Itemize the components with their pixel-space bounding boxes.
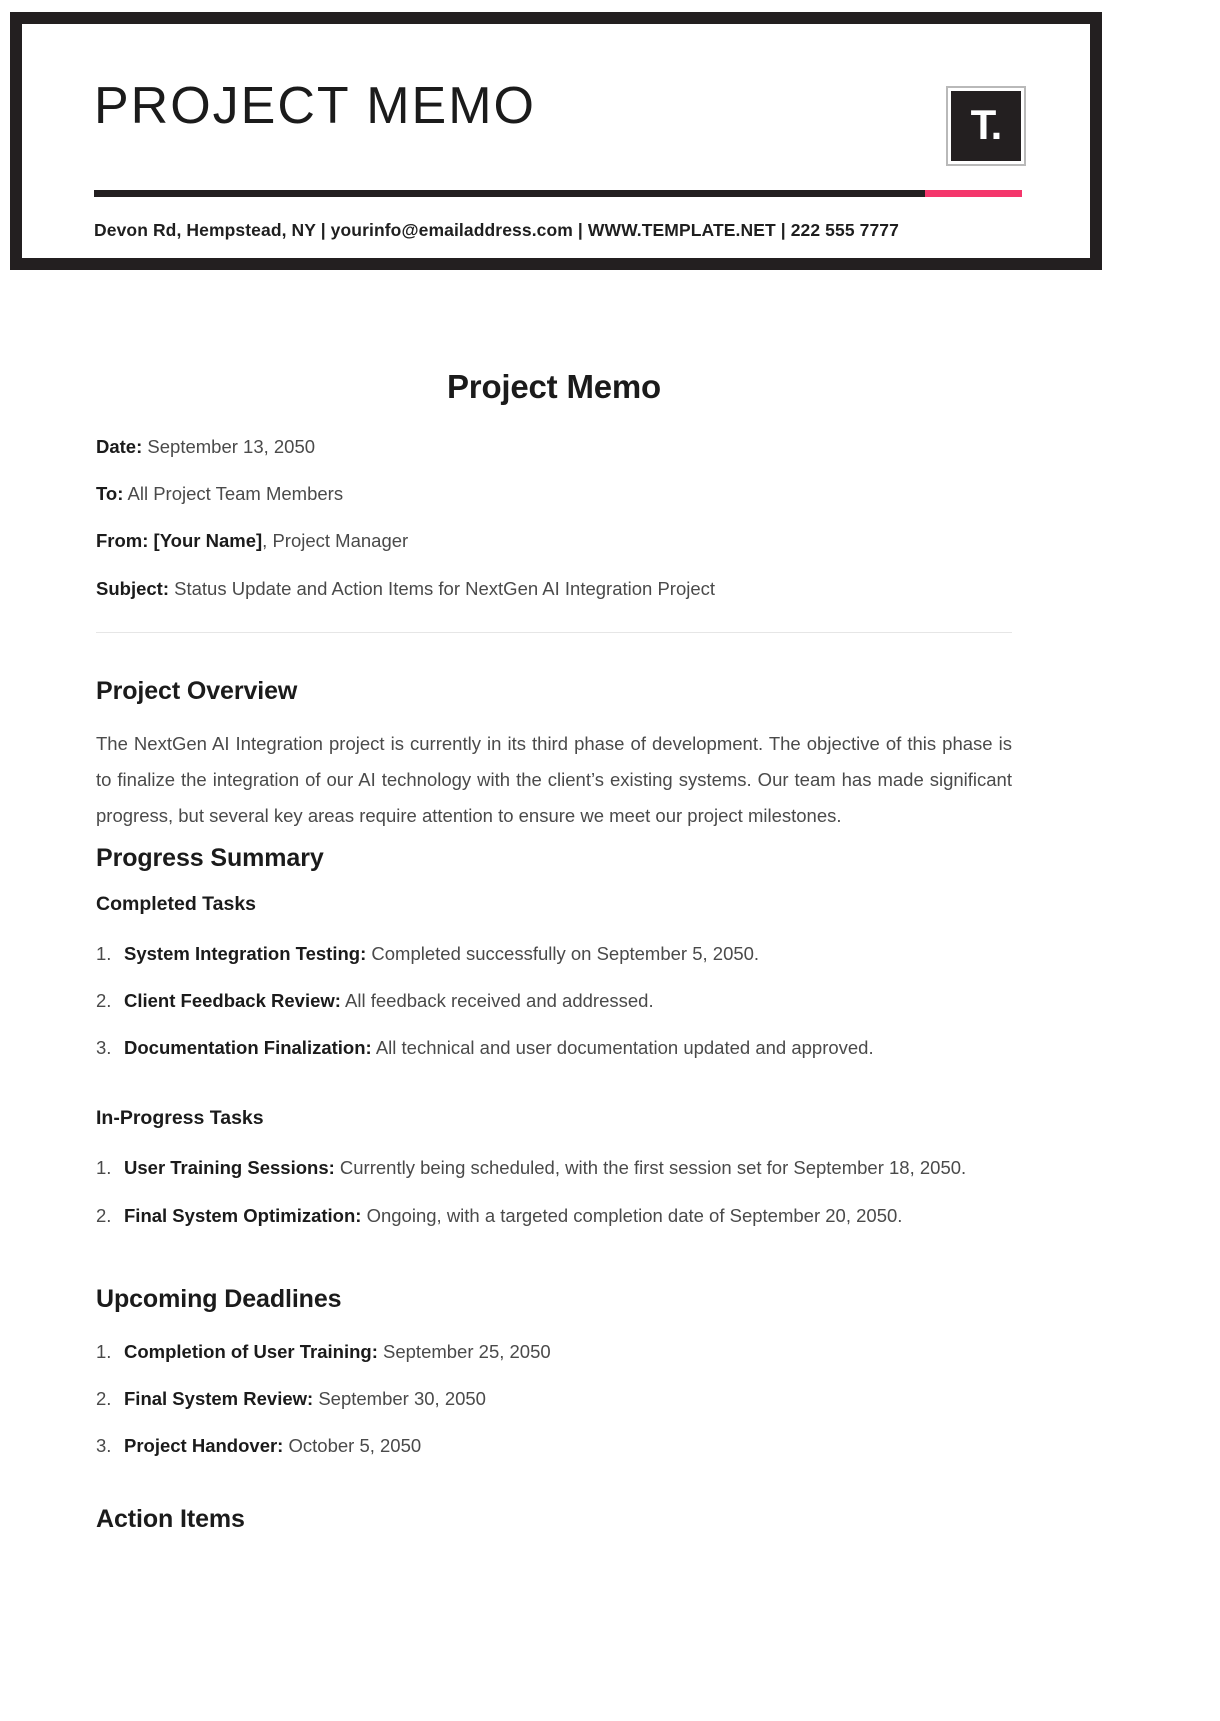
list-item (96, 1381, 1012, 1416)
task-label: System Integration Testing: (124, 942, 367, 964)
list-item (96, 1428, 1012, 1463)
letterhead-inner (22, 24, 1090, 258)
list-item (96, 1150, 1012, 1185)
heading-project-overview: Project Overview (96, 676, 298, 705)
list-item (96, 936, 1012, 971)
spacer (96, 1077, 1012, 1107)
field-label-date: Date: (96, 436, 143, 457)
template-logo-icon (948, 88, 1024, 164)
rule-dark-segment (94, 190, 925, 197)
list-upcoming-deadlines (96, 1334, 1012, 1463)
contact-info-line: Devon Rd, Hempstead, NY | yourinfo@emailaddress.com | WWW.TEMPLATE.NET | 222 555 7777 (94, 220, 899, 240)
heading-progress-summary: Progress Summary (96, 843, 324, 872)
memo-field-subject (96, 578, 1012, 600)
letterhead-title: PROJECT MEMO (94, 77, 536, 135)
list-in-progress-tasks (96, 1150, 1012, 1232)
header-body-divider (96, 632, 1012, 633)
task-text: All feedback received and addressed. (340, 990, 654, 1012)
field-value-to: All Project Team Members (127, 483, 344, 505)
task-text: Completed successfully on September 5, 2050. (366, 942, 760, 964)
spacer (96, 1245, 1012, 1285)
memo-title: Project Memo (447, 368, 661, 405)
deadline-text: September 30, 2050 (313, 1387, 486, 1409)
field-label-subject: Subject: (96, 577, 169, 599)
task-label: User Training Sessions: (124, 1157, 335, 1179)
field-value-from: , Project Manager (262, 530, 409, 552)
list-item (96, 1198, 1012, 1233)
list-item (96, 983, 1012, 1018)
memo-field-to (96, 483, 1012, 505)
field-value-date: September 13, 2050 (147, 436, 316, 457)
paragraph-project-overview: The NextGen AI Integration project is currently in its third phase of development. The objective of this phase is to finalize the integration of our AI technology with the client’s existing systems. Our team has made significant progress, but several key areas require attention to ensure we meet our project milestones. (96, 732, 1012, 826)
deadline-label: Completion of User Training: (124, 1340, 378, 1362)
field-label-to: To: (96, 483, 124, 505)
list-item (96, 1030, 1012, 1065)
deadline-text: October 5, 2050 (283, 1434, 422, 1456)
memo-field-from (96, 530, 1012, 552)
task-text: All technical and user documentation updated and approved. (371, 1037, 874, 1059)
deadline-label: Final System Review: (124, 1387, 314, 1409)
heading-upcoming-deadlines: Upcoming Deadlines (96, 1284, 342, 1313)
deadline-label: Project Handover: (124, 1434, 284, 1456)
task-label: Documentation Finalization: (124, 1037, 372, 1059)
heading-completed-tasks: Completed Tasks (96, 892, 257, 915)
logo-letter: T. (970, 101, 1002, 148)
spacer (96, 1475, 1012, 1505)
task-label: Client Feedback Review: (124, 990, 341, 1012)
letterhead-rule (94, 190, 1022, 197)
field-value-subject: Status Update and Action Items for NextGen AI Integration Project (174, 577, 716, 599)
heading-action-items: Action Items (96, 1505, 245, 1534)
deadline-text: September 25, 2050 (377, 1340, 551, 1362)
list-item (96, 1334, 1012, 1369)
task-text: Currently being scheduled, with the first session set for September 18, 2050. (334, 1157, 967, 1179)
task-label: Final System Optimization: (124, 1204, 362, 1226)
task-text: Ongoing, with a targeted completion date of September 20, 2050. (361, 1204, 903, 1226)
rule-accent-segment (925, 190, 1022, 197)
letterhead-frame (10, 12, 1102, 270)
heading-in-progress-tasks: In-Progress Tasks (96, 1107, 264, 1130)
field-label-from: From: [Your Name] (96, 530, 263, 552)
memo-body (96, 350, 1012, 1554)
list-completed-tasks (96, 936, 1012, 1065)
memo-field-date (96, 436, 1012, 458)
